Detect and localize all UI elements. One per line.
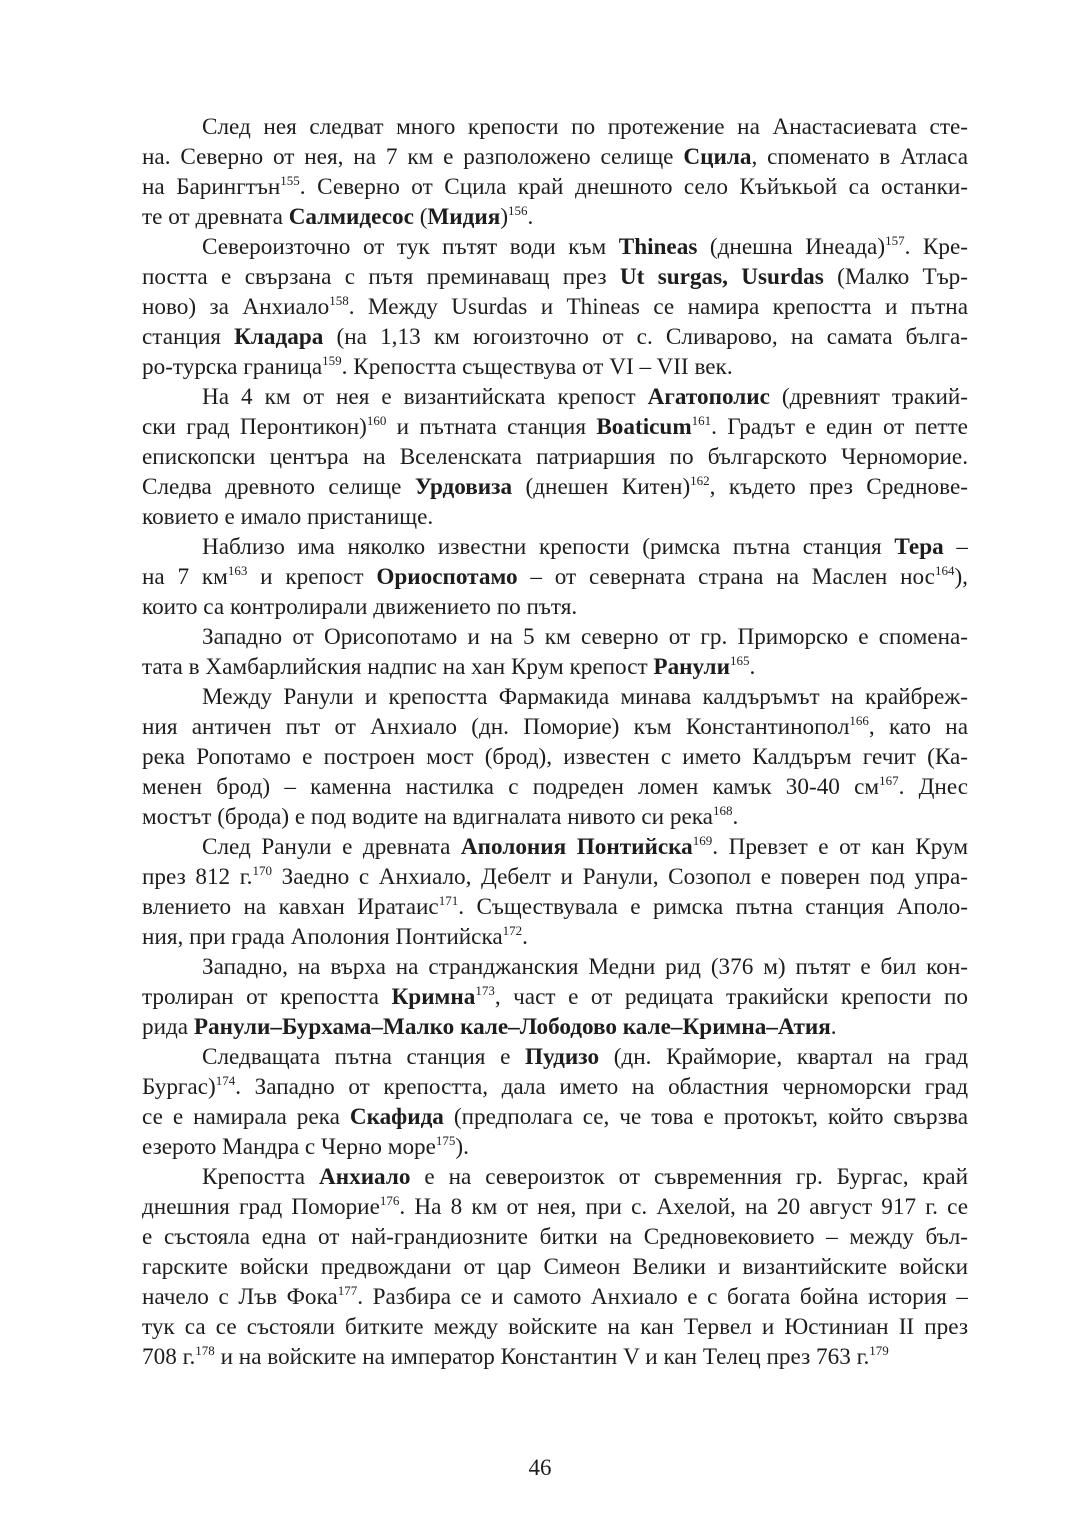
text-run: гарските войски предвождани от цар Симеон Велики и византийските войски (142, 1254, 968, 1280)
text-line (142, 322, 968, 352)
text-run: и пътната станция (386, 414, 597, 440)
footnote-ref[interactable]: 172 (502, 923, 523, 938)
text-run: . (732, 804, 739, 830)
text-line (142, 1342, 968, 1372)
text-run: тата в Хамбарлийския надпис на хан Крум крепост (142, 654, 654, 680)
text-run: (дн. Крайморие, квартал на град (599, 1044, 968, 1070)
text-run: Между Ранули и крепостта Фармакида минава калдъръмът на крайбреж- (202, 684, 968, 710)
text-line (142, 982, 968, 1012)
text-line (142, 1072, 968, 1102)
text-run: ). (455, 1134, 469, 1160)
paragraph (142, 232, 968, 382)
bold-term: Ut surgas, Usurdas (619, 264, 824, 290)
footnote-ref[interactable]: 156 (508, 203, 528, 218)
footnote-ref[interactable]: 176 (379, 1193, 400, 1208)
text-run: . Разбира се и самото Анхиало е с богата бойна история – (357, 1284, 968, 1310)
footnote-ref[interactable]: 171 (438, 893, 459, 908)
footnote-ref[interactable]: 164 (934, 563, 955, 578)
text-run: . Градът е един от петте (711, 414, 968, 440)
text-run: (на 1,13 км югоизточно от с. Сливарово, на самата бълга- (323, 324, 968, 350)
text-run: . Между Usurdas и Thineas се намира крепостта и пътна (348, 294, 968, 320)
text-run: След Ранули е древната (202, 834, 461, 860)
text-line (142, 592, 968, 622)
footnote-ref[interactable]: 157 (885, 233, 905, 248)
text-run: – (943, 534, 968, 560)
footnote-ref[interactable]: 169 (692, 833, 713, 848)
text-line (142, 772, 968, 802)
text-run: Заедно с Анхиало, Дебелт и Ранули, Созопол е поверен под упра- (271, 864, 968, 890)
text-line (142, 1162, 968, 1192)
bold-term: Пудизо (525, 1044, 600, 1070)
bold-term: Скафида (349, 1104, 444, 1130)
text-line (142, 1042, 968, 1072)
text-run: . На 8 км от нея, при с. Ахелой, на 20 август 917 г. се (399, 1194, 968, 1220)
bold-term: Thineas (618, 234, 698, 260)
text-run: . Западно от крепостта, дала името на областния черноморски град (235, 1074, 968, 1100)
footnote-ref[interactable]: 178 (195, 1343, 215, 1358)
text-line (142, 472, 968, 502)
text-line (142, 652, 968, 682)
text-run: . Крепостта съществува от VI – VII век. (341, 354, 733, 380)
text-run: Бургас) (142, 1074, 216, 1100)
footnote-ref[interactable]: 163 (227, 563, 248, 578)
text-run: Крепостта (202, 1164, 319, 1190)
text-line (142, 442, 968, 472)
text-run: Следващата пътна станция е (202, 1044, 526, 1070)
text-run: (днешен Китен) (512, 474, 691, 500)
text-line (142, 802, 968, 832)
paragraph (142, 1162, 968, 1372)
text-run: , споменато в Атласа (751, 144, 968, 170)
text-run: На 4 км от нея е византийската крепост (202, 384, 648, 410)
paragraph (142, 382, 968, 532)
footnote-ref[interactable]: 158 (329, 293, 349, 308)
footnote-ref[interactable]: 174 (215, 1073, 236, 1088)
text-run: . (522, 924, 528, 950)
text-line (142, 1012, 968, 1042)
text-line (142, 832, 968, 862)
text-run: ( (413, 204, 428, 230)
text-line (142, 742, 968, 772)
bold-term: Урдовиза (414, 474, 513, 500)
text-run: ковието е имало пристанище. (142, 504, 434, 530)
text-line (142, 622, 968, 652)
text-run: Западно от Орисопотамо и на 5 км северно от гр. Приморско е спомена- (202, 624, 968, 650)
footnote-ref[interactable]: 161 (691, 413, 712, 428)
text-run: . Превзет е от кан Крум (712, 834, 968, 860)
text-run: (днешна Инеада) (697, 234, 886, 260)
text-line (142, 1282, 968, 1312)
text-run: Западно, на върха на странджанския Медни рид (376 м) пътят е бил кон- (202, 954, 968, 980)
text-line (142, 952, 968, 982)
text-line (142, 1102, 968, 1132)
bold-term: Мидия (427, 204, 501, 230)
footnote-ref[interactable]: 175 (435, 1133, 456, 1148)
text-line (142, 232, 968, 262)
text-run: 708 г. (142, 1344, 196, 1370)
text-run: които са контролирали движението по пътя. (142, 594, 578, 620)
text-line (142, 202, 968, 232)
text-run: . Днес (898, 774, 968, 800)
text-run: влението на кавхан Иратаис (142, 894, 439, 920)
text-line (142, 532, 968, 562)
bold-term: Ранули (653, 654, 730, 680)
text-run: епископски центъра на Вселенската патриаршия по българското Черноморие. (142, 444, 968, 470)
text-line (142, 1312, 968, 1342)
text-run: е на североизток от съвременния гр. Бургас, край (410, 1164, 968, 1190)
text-run: (предполага се, че това е протокът, който свързва (443, 1104, 968, 1130)
footnote-ref[interactable]: 165 (729, 653, 750, 668)
text-run: Следва древното селище (142, 474, 415, 500)
bold-term: Кладара (234, 324, 324, 350)
text-line (142, 262, 968, 292)
text-line (142, 1192, 968, 1222)
text-run: и крепост (247, 564, 377, 590)
footnote-ref[interactable]: 168 (712, 803, 733, 818)
text-line (142, 712, 968, 742)
text-run: те от древната (142, 204, 289, 230)
text-run: ния античен път от Анхиало (дн. Поморие) към Константинопол (142, 714, 850, 740)
text-run: река Ропотамо е построен мост (брод), известен с името Калдъръм гечит (Ка- (142, 744, 968, 770)
text-run: ), (954, 564, 968, 590)
document-page (142, 112, 968, 1372)
text-line (142, 892, 968, 922)
text-line (142, 142, 968, 172)
text-run: ) (500, 204, 509, 230)
text-run: днешния град Поморие (142, 1194, 380, 1220)
text-run: мостът (брода) е под водите на вдигналата нивото си река (142, 804, 713, 830)
footnote-ref[interactable]: 173 (475, 983, 495, 998)
text-line (142, 1252, 968, 1282)
paragraph (142, 832, 968, 952)
text-run: ново) за Анхиало (142, 294, 330, 320)
text-run: тук са се състояли битките между войските на кан Тервел и Юстиниан II през (142, 1314, 968, 1340)
footnote-ref[interactable]: 159 (322, 353, 342, 368)
bold-term: Ранули–Бурхама–Малко кале–Лободово кале–Кримна–Атия (193, 1014, 831, 1040)
text-run: (Малко Тър- (823, 264, 968, 290)
paragraph (142, 622, 968, 682)
text-run: езерото Мандра с Черно море (142, 1134, 436, 1160)
bold-term: Ориоспотамо (376, 564, 518, 590)
text-run: ния, при града Аполония Понтийска (142, 924, 503, 950)
bold-term: Аполония Понтийска (460, 834, 693, 860)
text-run: . Северно от Сцила край днешното село Къйъкьой са останки- (299, 174, 968, 200)
text-line (142, 862, 968, 892)
bold-term: Агатополис (647, 384, 770, 410)
text-run: . Кре- (904, 234, 968, 260)
text-run: , като на (868, 714, 968, 740)
text-run: (древният тракий- (769, 384, 968, 410)
text-run: – от северната страна на Маслен нос (517, 564, 935, 590)
text-run: След нея следват много крепости по протежение на Анастасиевата сте- (202, 114, 968, 140)
text-run: на. Северно от нея, на 7 км е разположено селище (142, 144, 684, 170)
text-run: на 7 км (142, 564, 228, 590)
text-run: менен брод) – каменна настилка с подреден ломен камък 30-40 см (142, 774, 880, 800)
text-line (142, 922, 968, 952)
text-run: и на войските на император Константин V и кан Телец през 763 г. (214, 1344, 870, 1370)
footnote-ref[interactable]: 166 (849, 713, 869, 728)
text-run: на Барингтън (142, 174, 281, 200)
bold-term: Сцила (683, 144, 752, 170)
bold-term: Анхиало (319, 1164, 411, 1190)
text-line (142, 412, 968, 442)
text-line (142, 682, 968, 712)
text-run: станция (142, 324, 235, 350)
footnote-ref[interactable]: 162 (690, 473, 710, 488)
text-line (142, 112, 968, 142)
text-run: . (527, 204, 534, 230)
text-run: , част е от редицата тракийски крепости по (494, 984, 968, 1010)
paragraph (142, 952, 968, 1042)
paragraph (142, 682, 968, 832)
text-run: през 812 г. (142, 864, 253, 890)
bold-term: Салмидесос (288, 204, 414, 230)
footnote-ref[interactable]: 177 (337, 1283, 358, 1298)
text-run: . (749, 654, 756, 680)
text-line (142, 562, 968, 592)
text-run: Североизточно от тук пътят води към (202, 234, 619, 260)
text-run: е състояла една от най-грандиозните битки на Средновековието – между бъл- (142, 1224, 968, 1250)
footnote-ref[interactable]: 167 (879, 773, 899, 788)
text-run: тролиран от крепостта (142, 984, 392, 1010)
text-run: . Съществувала е римска пътна станция Аполо- (458, 894, 968, 920)
text-run: ро-турска граница (142, 354, 323, 380)
text-run: Наблизо има няколко известни крепости (римска пътна станция (202, 534, 895, 560)
footnote-ref[interactable]: 160 (366, 413, 387, 428)
footnote-ref[interactable]: 170 (252, 863, 272, 878)
bold-term: Тера (894, 534, 944, 560)
text-line (142, 502, 968, 532)
text-line (142, 352, 968, 382)
text-run: начело с Лъв Фока (142, 1284, 338, 1310)
text-line (142, 1132, 968, 1162)
footnote-ref[interactable]: 179 (869, 1343, 889, 1358)
paragraph (142, 532, 968, 622)
text-run: рида (142, 1014, 194, 1040)
bold-term: Boaticum (596, 414, 692, 440)
text-run: ски град Перонтикон) (142, 414, 367, 440)
text-line (142, 172, 968, 202)
text-line (142, 1222, 968, 1252)
footnote-ref[interactable]: 155 (280, 173, 300, 188)
paragraph (142, 1042, 968, 1162)
page-number: 46 (528, 1455, 552, 1480)
paragraph (142, 112, 968, 232)
bold-term: Кримна (391, 984, 476, 1010)
text-run: се е намирала река (142, 1104, 350, 1130)
text-line (142, 382, 968, 412)
text-line (142, 292, 968, 322)
text-run: постта е свързана с пътя преминаващ през (142, 264, 620, 290)
text-run: , където през Среднове- (709, 474, 968, 500)
text-run: . (830, 1014, 837, 1040)
